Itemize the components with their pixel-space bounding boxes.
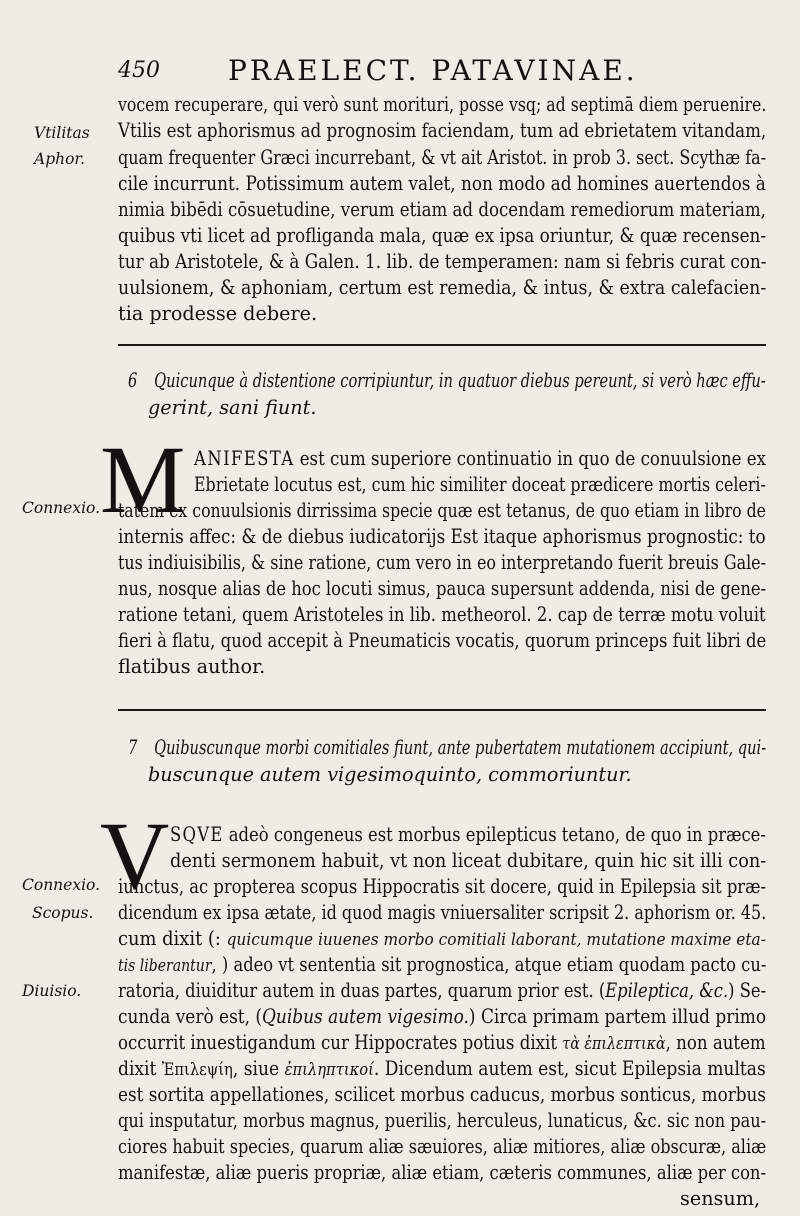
text-span: dixit (118, 1057, 162, 1080)
margin-note-utilitas: Vtilitas (34, 124, 90, 142)
text-span: ) Circa primam partem illud primo (468, 1005, 767, 1028)
margin-note-connexio: Connexio. (22, 499, 101, 517)
text-line (118, 926, 766, 952)
text-line: tatem ex conuulsionis dirrissima specie quæ est tetanus, de quo etiam in libro de (118, 499, 766, 522)
running-header (118, 50, 758, 90)
section-rule (118, 709, 766, 711)
text-line: Vtilis est aphorismus ad prognosim faciendam, tum ad ebrietatem vitandam, (118, 119, 767, 142)
text-line: denti sermonem habuit, vt non liceat dubitare, quin hic sit illi con- (170, 849, 767, 872)
text-span: adeò congeneus est morbus epilepticus tetano, de quo in præce- (223, 823, 766, 846)
text-line: internis affec: & de diebus iudicatorijs Est itaque aphorismus prognostic: to (118, 525, 766, 548)
text-line: ratione tetani, quem Aristoteles in lib. metheorol. 2. cap de terræ motu voluit (118, 603, 766, 626)
text-line: vocem recuperare, qui verò sunt morituri, posse vsq; ad septimā diem peruenire. (118, 93, 767, 116)
greek-term: ἐπιληπτικοί (284, 1060, 374, 1079)
text-line: quam frequenter Græci incurrebant, & vt ait Aristot. in prob 3. sect. Scythæ fa- (118, 146, 767, 169)
quotation: Epileptica, &c. (605, 979, 729, 1002)
text-span: occurrit inuestigandum cur Hippocrates potius dixit (118, 1031, 563, 1054)
aphorism-text-line: gerint, sani fiunt. (148, 396, 317, 419)
text-span: , ) adeo vt sententia sit prognostica, atque etiam quodam pacto cu- (211, 953, 767, 976)
aphorism-number: 7 (128, 736, 138, 759)
greek-term: Ἐπιλεψίη (161, 1060, 233, 1079)
text-line: quibus vti licet ad profliganda mala, quæ ex ipsa oriuntur, & quæ recensen- (118, 224, 767, 247)
text-span: , non autem (665, 1031, 766, 1054)
aphorism-text-line (128, 368, 766, 393)
text-line: nus, nosque alias de hoc locuti simus, pauca supersunt addenda, nisi de gene- (118, 577, 767, 600)
text-line (118, 952, 766, 978)
text-span: est cum superiore continuatio in quo de conuulsione ex (294, 447, 766, 470)
aphorism-text: Quibuscunque morbi comitiales fiunt, ante pubertatem mutationem accipiunt, qui- (154, 736, 767, 759)
text-span: cum dixit (: (118, 927, 227, 950)
opening-word: SQVE (170, 823, 224, 846)
text-span: . Dicendum autem est, sicut Epilepsia multas (373, 1057, 766, 1080)
text-line: Ebrietate locutus est, cum hic similiter doceat prædicere mortis celeri- (194, 473, 766, 496)
opening-word: ANIFESTA (194, 447, 295, 470)
text-line: cile incurrunt. Potissimum autem valet, non modo ad homines auertendos à (118, 172, 766, 195)
text-line: nimia bibēdi cōsuetudine, verum etiam ad docendam remediorum materiam, (118, 198, 766, 221)
text-line: tus indiuisibilis, & sine ratione, cum vero in eo interpretando fuerit breuis Gale- (118, 551, 766, 574)
text-line: fieri à flatu, quod accepit à Pneumaticis vocatis, quorum princeps fuit libri de (118, 629, 767, 652)
text-line: flatibus author. (118, 655, 266, 678)
text-line (118, 1004, 766, 1029)
aphorism-text: Quicunque à distentione corripiuntur, in quatuor diebus pereunt, si verò hæc effu- (154, 369, 766, 392)
text-line: est sortita appellationes, scilicet morbus caducus, morbus sonticus, morbus (118, 1083, 767, 1106)
margin-note-divisio: Diuisio. (22, 982, 82, 1000)
running-title: PRAELECT. PATAVINAE. (228, 54, 638, 87)
drop-cap: V (100, 802, 170, 909)
text-line (118, 978, 766, 1003)
text-line (118, 1030, 766, 1056)
text-line (194, 446, 766, 471)
quotation: quicumque iuuenes morbo comitiali laborant, mutatione maxime eta- (226, 930, 766, 949)
text-line: iunctus, ac propterea scopus Hippocratis sit docere, quid in Epilepsia sit præ- (118, 875, 766, 898)
margin-note-scopus: Scopus. (32, 904, 94, 922)
greek-term: τὰ ἐπιλεπτικὰ (562, 1034, 666, 1053)
text-span: ratoria, diuiditur autem in duas partes, quarum prior est. ( (118, 979, 606, 1002)
quotation: tis liberantur (118, 956, 212, 975)
drop-cap: M (100, 426, 186, 533)
text-line: tia prodesse debere. (118, 302, 318, 325)
text-span: , siue (232, 1057, 285, 1080)
quotation: Quibus autem vigesimo. (262, 1005, 469, 1028)
catchword: sensum, (680, 1187, 761, 1210)
text-line: ciores habuit species, quarum aliæ sæuiores, aliæ mitiores, aliæ obscuræ, aliæ (118, 1135, 767, 1158)
page-number: 450 (118, 58, 160, 83)
margin-note-aphor: Aphor. (34, 150, 86, 168)
aphorism-text-line (128, 735, 766, 760)
text-line: qui insputatur, morbus magnus, puerilis, herculeus, lunaticus, &c. sic non pau- (118, 1109, 767, 1132)
margin-note-connexio: Connexio. (22, 876, 101, 894)
text-line: manifestæ, aliæ pueris propriæ, aliæ etiam, cæteris communes, aliæ per con- (118, 1161, 767, 1184)
text-line: dicendum ex ipsa ætate, id quod magis vniuersaliter scripsit 2. aphorism or. 45. (118, 901, 767, 924)
aphorism-number: 6 (128, 369, 138, 392)
aphorism-text-line: buscunque autem vigesimoquinto, commoriuntur. (148, 763, 632, 786)
text-line (118, 1056, 766, 1082)
text-span: cunda verò est, ( (118, 1005, 263, 1028)
text-span: ) Se- (728, 979, 767, 1002)
text-line: uulsionem, & aphoniam, certum est remedia, & intus, & extra calefacien- (118, 276, 767, 299)
section-rule (118, 344, 766, 346)
text-line (170, 822, 766, 847)
text-line: tur ab Aristotele, & à Galen. 1. lib. de temperamen: nam si febris curat con- (118, 250, 767, 273)
